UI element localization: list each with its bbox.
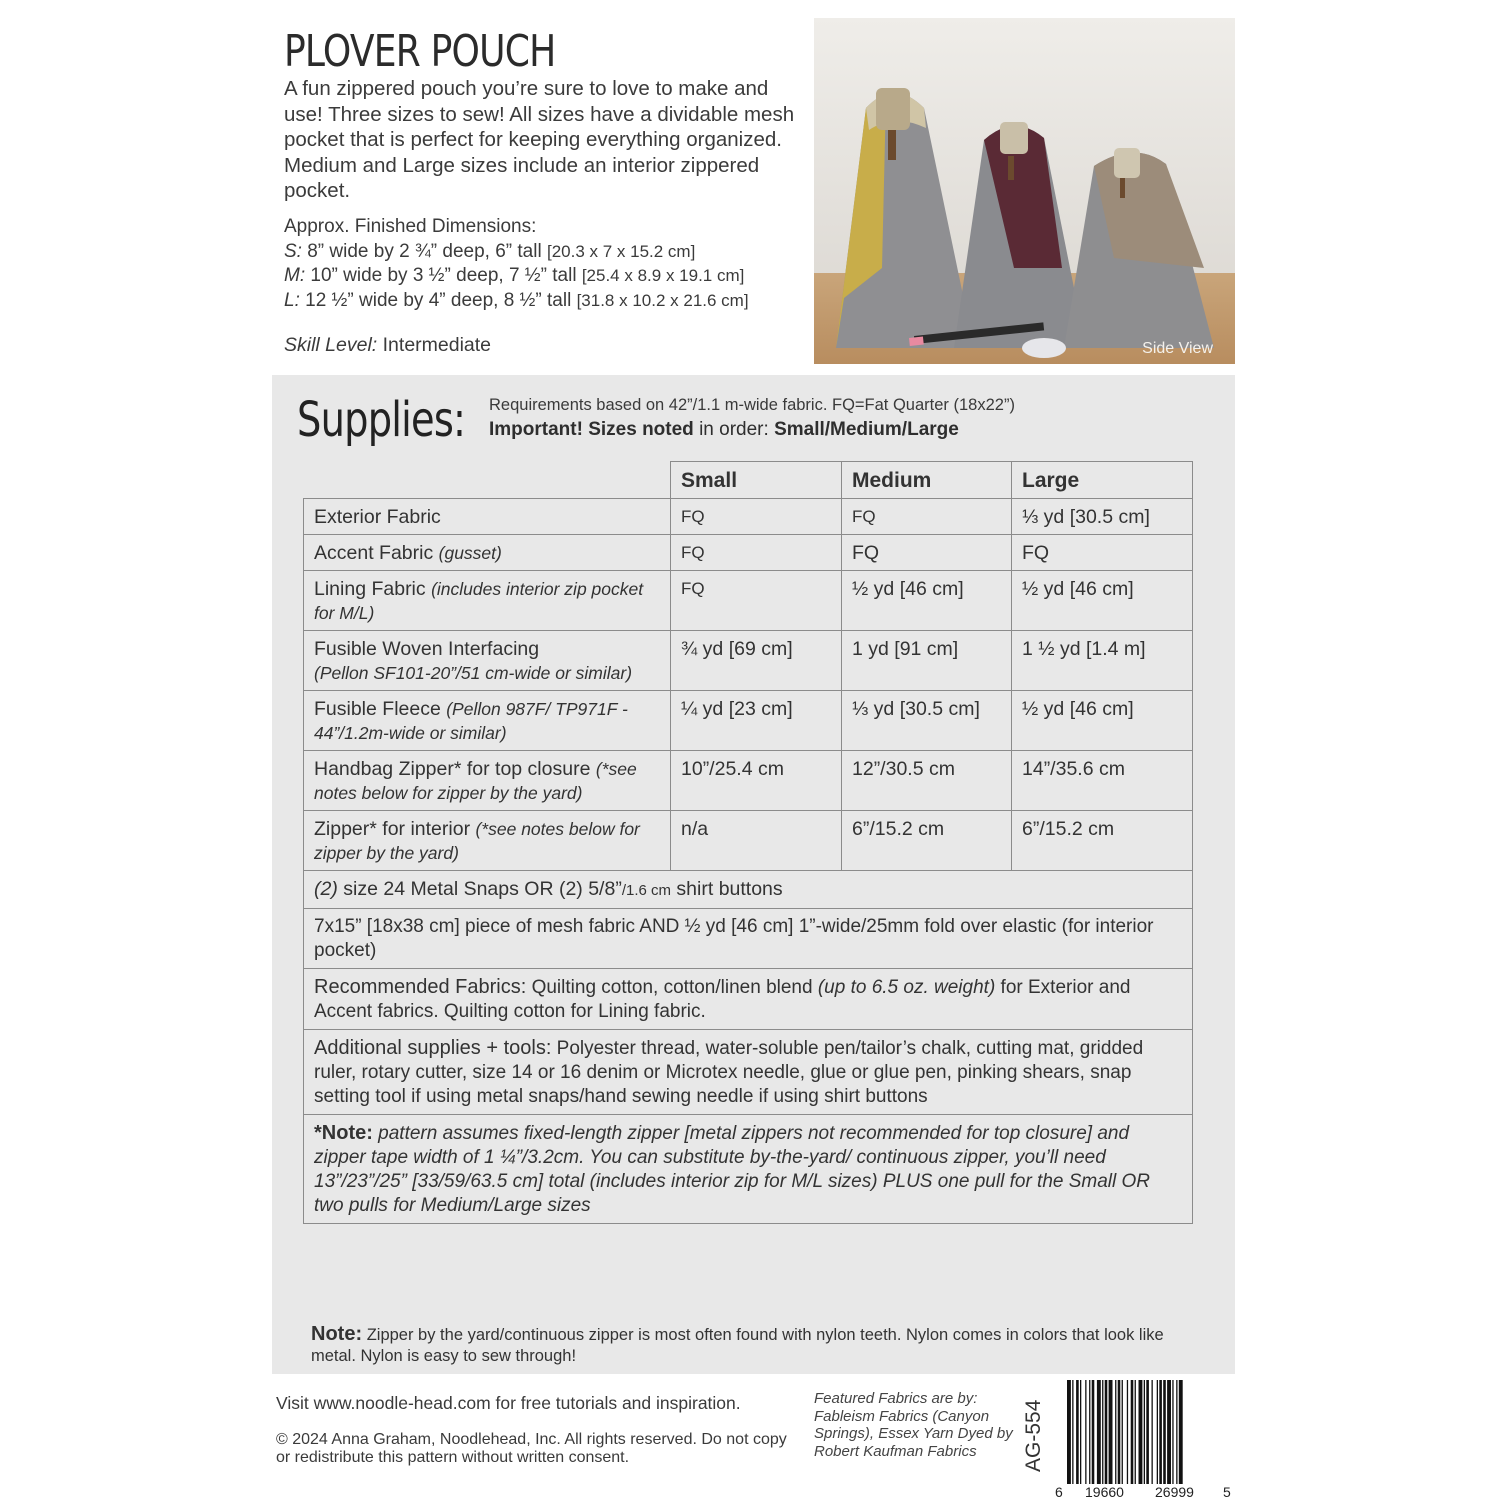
size-label: S: [284,240,302,262]
mesh-cell: 7x15” [18x38 cm] piece of mesh fabric AND ½ yd [46 cm] 1”-wide/25mm fold over elastic (for interior pocket) [304,909,1193,969]
barcode-digit: 26999 [1155,1484,1194,1500]
size-label: M: [284,265,306,286]
cell-medium: ½ yd [46 cm] [842,571,1012,631]
barcode-bar [1163,1380,1166,1484]
cell-small: ¼ yd [23 cm] [671,691,842,751]
buttons-count: (2) [558,878,583,900]
barcode-bar [1167,1380,1171,1484]
supply-name [304,571,671,631]
supply-name [304,811,671,871]
barcode-bar [1179,1380,1183,1484]
barcode-bar [1118,1380,1121,1484]
zip-note-label: *Note: [314,1122,373,1144]
supply-label: Zipper* for interior [314,818,476,840]
supply-label: Fusible Fleece [314,698,447,720]
dimension-metric: [20.3 x 7 x 15.2 cm] [546,241,696,261]
supply-label: Exterior Fabric [314,506,441,528]
cell-large: ⅓ yd [30.5 cm] [1012,499,1193,535]
cell-small: FQ [671,535,842,571]
supplies-table [303,461,1193,1224]
nylon-note-text: Zipper by the yard/continuous zipper is most often found with nylon teeth. Nylon comes in colors that look like metal. Nylon is easy to sew through! [311,1326,1164,1365]
table-row [304,691,1193,751]
supply-note: (*see notes below for zipper by the yard) [314,819,640,863]
table-row [304,571,1193,631]
buttons-metric: /1.6 cm [621,882,672,899]
table-row [304,535,1193,571]
supply-label: Lining Fabric [314,578,432,600]
cell-small: 10”/25.4 cm [671,751,842,811]
dimension-imperial: 12 ½” wide by 4” deep, 8 ½” tall [299,289,577,311]
table-row-additional [304,1030,1193,1115]
supply-label: Accent Fabric [314,542,439,564]
table-row-mesh [304,909,1193,969]
barcode-digit: 5 [1223,1484,1231,1500]
cell-medium: FQ [842,499,1012,535]
barcode-bar [1131,1380,1134,1484]
cell-large: 1 ½ yd [1.4 m] [1012,631,1193,691]
supply-name [304,535,671,571]
recommended-label: Recommended Fabrics: [314,976,527,998]
barcode-bar [1159,1380,1162,1484]
featured-fabrics: Featured Fabrics are by: Fableism Fabrics (Canyon Springs), Essex Yarn Dyed by Robert Kaufman Fabrics [814,1390,1013,1460]
supply-note: (includes interior zip pocket for M/L) [314,579,644,623]
website-line: Visit www.noodle-head.com for free tutorials and inspiration. [276,1393,741,1413]
barcode-bar [1144,1380,1145,1484]
supply-note: (Pellon 987F/ TP971F - 44”/1.2m-wide or similar) [314,699,628,743]
zip-note-text: pattern assumes fixed-length zipper [metal zippers not recommended for top closure] and zipper tape width of 1 ¼”/3.2cm. You can substitute by-the-yard/ continuous zipper, you’ll need 13”/23”/25” [33/59/63.5 cm] total (includes interior zip for M/L sizes) PLUS one pull for the Small OR two pulls for Medium/Large sizes [314,1123,1151,1216]
snaps-count: (2) [314,878,338,900]
snaps-text: size 24 Metal Snaps OR [337,878,559,900]
additional-cell [304,1030,1193,1115]
table-row [304,631,1193,691]
pattern-sku: AG-554 [1022,1399,1045,1472]
barcode-bar [1097,1380,1101,1484]
supply-label: Handbag Zipper* for top closure [314,758,596,780]
skill-level [284,334,491,357]
table-row [304,811,1193,871]
cell-large: FQ [1012,535,1193,571]
barcode-bar [1067,1380,1071,1484]
dimension-imperial: 10” wide by 3 ½” deep, 7 ½” tall [305,265,582,286]
column-header-small: Small [671,462,842,499]
cell-large: ½ yd [46 cm] [1012,691,1193,751]
barcode-bars [1055,1380,1235,1484]
barcode-digit: 19660 [1085,1484,1124,1500]
barcode-bar [1076,1380,1079,1484]
cell-large: 14”/35.6 cm [1012,751,1193,811]
important-mid: in order: [693,419,775,440]
dimension-row-small [284,240,824,265]
table-row-zip-note [304,1115,1193,1224]
barcode-bar [1122,1380,1123,1484]
cell-small: ¾ yd [69 cm] [671,631,842,691]
buttons-size: 5/8” [582,878,622,900]
dimensions-heading: Approx. Finished Dimensions: [284,216,537,237]
zip-note-cell [304,1115,1193,1224]
barcode-bar [1102,1380,1103,1484]
barcode-bar [1092,1380,1095,1484]
dimension-imperial: 8” wide by 2 ¾” deep, 6” tall [301,240,547,262]
dimension-row-medium [284,264,824,289]
barcode [1055,1380,1235,1496]
barcode-bar [1139,1380,1143,1484]
barcode-bar [1157,1380,1158,1484]
barcode-bar [1115,1380,1116,1484]
barcode-bar [1109,1380,1113,1484]
skill-label: Skill Level: [284,334,378,356]
cell-small: FQ [671,499,842,535]
cell-large: 6”/15.2 cm [1012,811,1193,871]
table-header-row [304,462,1193,499]
size-order: Small/Medium/Large [774,419,959,440]
important-label: Important! Sizes noted [489,419,694,440]
additional-label: Additional supplies + tools: [314,1037,552,1059]
supplies-title: Supplies: [297,392,466,448]
intro-text: A fun zippered pouch you’re sure to love to make and use! Three sizes to sew! All sizes have a dividable mesh pocket that is perfect for keeping everything organized. Medium and Large sizes include an interior zippered pocket. [284,77,795,202]
table-row [304,499,1193,535]
recommended-text: Quilting cotton, cotton/linen blend [526,977,818,998]
cell-large: ½ yd [46 cm] [1012,571,1193,631]
column-header-medium: Medium [842,462,1012,499]
header-blank [304,462,671,499]
barcode-bar [1089,1380,1090,1484]
barcode-bar [1176,1380,1177,1484]
barcode-bar [1127,1380,1128,1484]
pouches-illustration [814,18,1235,364]
cell-medium: ⅓ yd [30.5 cm] [842,691,1012,751]
recommended-weight: (up to 6.5 oz. weight) [817,977,996,998]
cell-medium: 6”/15.2 cm [842,811,1012,871]
page-title: PLOVER POUCH [284,26,556,77]
barcode-bar [1072,1380,1073,1484]
barcode-bar [1105,1380,1108,1484]
barcode-bar [1085,1380,1086,1484]
nylon-note-label: Note: [311,1323,363,1345]
snaps-cell [304,871,1193,909]
dimension-metric: [25.4 x 8.9 x 19.1 cm] [581,266,745,285]
supply-label: Fusible Woven Interfacing [314,638,540,660]
fabric-requirements: Requirements based on 42”/1.1 m-wide fabric. FQ=Fat Quarter (18x22”) [489,396,1015,414]
copyright: © 2024 Anna Graham, Noodlehead, Inc. All rights reserved. Do not copy or redistribute this pattern without written consent. [276,1431,787,1466]
supply-note: (gusset) [438,543,502,563]
additional-text: Polyester thread, water-soluble pen/tailor’s chalk, cutting mat, gridded ruler, rotary cutter, size 14 or 16 denim or Microtex needle, glue or glue pen, pinking shears, snap setting tool if using metal snaps/hand sewing needle if using shirt buttons [314,1038,1144,1107]
barcode-bar [1135,1380,1136,1484]
supply-name [304,631,671,691]
supply-note: (*see notes below for zipper by the yard) [314,759,637,803]
supply-name [304,751,671,811]
cell-small: FQ [671,571,842,631]
size-order-note [489,419,959,441]
cell-medium: 12”/30.5 cm [842,751,1012,811]
table-row [304,751,1193,811]
dimension-row-large [284,289,824,314]
size-label: L: [284,289,300,311]
column-header-large: Large [1012,462,1193,499]
cell-medium: FQ [842,535,1012,571]
product-photo [814,18,1235,364]
supply-name [304,691,671,751]
cell-medium: 1 yd [91 cm] [842,631,1012,691]
skill-value: Intermediate [377,334,492,356]
recommended-cell [304,969,1193,1030]
barcode-bar [1172,1380,1173,1484]
supply-name [304,499,671,535]
recommended-text-2: for Exterior and Accent fabrics. Quilting cotton for Lining fabric. [314,977,1131,1022]
barcode-bar [1152,1380,1153,1484]
dimension-metric: [31.8 x 10.2 x 21.6 cm] [576,290,749,310]
supply-note: (Pellon SF101-20”/51 cm-wide or similar) [314,663,633,683]
photo-caption: Side View [1142,340,1213,357]
barcode-digit: 6 [1055,1484,1063,1500]
buttons-text: shirt buttons [671,878,783,900]
barcode-bar [1146,1380,1149,1484]
nylon-note [311,1324,1191,1367]
finished-dimensions [284,215,824,313]
cell-small: n/a [671,811,842,871]
table-row-snaps [304,871,1193,909]
table-row-recommended [304,969,1193,1030]
barcode-bar [1080,1380,1081,1484]
